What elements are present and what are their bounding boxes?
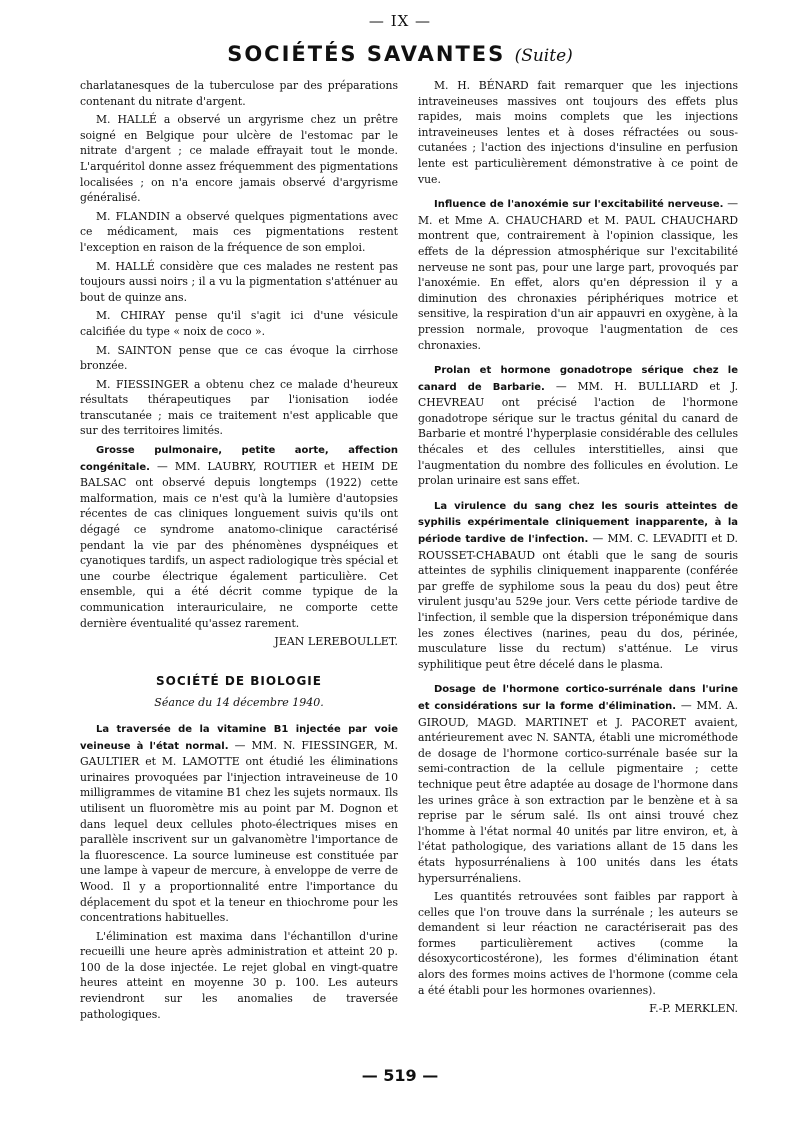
report-paragraph [418,196,738,353]
header-suite: (Suite) [514,46,573,66]
left-column [80,78,398,1025]
session-date: Séance du 14 décembre 1940. [154,696,324,710]
paragraph: M. SAINTON pense que ce cas évoque la cirrhose bronzée. [80,343,398,373]
report-paragraph [80,721,398,926]
report-paragraph [80,442,398,631]
header-title: SOCIÉTÉS SAVANTES [227,42,506,66]
report-paragraph [418,681,738,886]
signature: JEAN LEREBOULLET. [274,635,398,649]
report-title: Prolan et hormone gonadotrope sérique chez le canard de Barbarie. [418,365,738,393]
report-body: — M. et Mme A. CHAUCHARD et M. PAUL CHAUCHARD montrent que, contrairement à l'opinion classique, les effets de la dépression atmosphérique sur l'excitabilité nerveuse ne sont pas, pour une large part, provoqués par l'anoxémie. En effet, alors qu'en dépression il y a diminution des chronaxies périphériques motrice et sensitive, la respiration d'un air appauvri en oxygène, à la pression normale, provoque l'augmentation de ces chronaxies. [418,197,738,352]
report-body: — MM. H. BULLIARD et J. CHEVREAU ont précisé l'action de l'hormone gonadotrope sérique sur le tractus génital du canard de Barbarie et montré l'hyperplasie considérable des cellules thécales et des cellules interstitielles, ainsi que l'augmentation du nombre des follicules en évolution. Le prolan urinaire est sans effet. [418,379,739,488]
paragraph: M. HALLÉ a observé un argyrisme chez un prêtre soigné en Belgique pour ulcère de l'estomac par le nitrate d'argent ; ce malade effrayait tout le monde. L'arquéritol donne assez fréquemment des pigmentations localisées ; on n'a encore jamais observé d'argyrisme généralisé. [80,113,398,205]
paragraph: charlatanesques de la tuberculose par des préparations contenant du nitrate d'argent. [80,79,398,108]
report-body: — MM. C. LEVADITI et D. ROUSSET-CHABAUD ont établi que le sang de souris atteintes de syphilis cliniquement inapparente (conférée par greffe de syphilome sous la peau du dos) peut être virulent jusqu'au 529e jour. Vers cette période tardive de l'infection, il semble que la dispersion tréponémique dans les zones électives (narines, peau du dos, périnée, musculature lisse du rectum) s'atténue. Le virus syphilitique peut être décelé dans le plasma. [418,532,738,671]
report-paragraph [418,362,738,489]
paragraph: M. H. BÉNARD fait remarquer que les injections intraveineuses massives ont toujours des effets plus rapides, mais moins complets que les injections intraveineuses lentes et à doses réfractées ou sous-cutanées ; l'action des injections d'insuline en perfusion lente est particulièrement démonstrative à ce point de vue. [418,79,738,186]
report-title: La traversée de la vitamine B1 injectée par voie veineuse à l'état normal. [80,723,398,752]
page-number: — 519 — [361,1066,439,1085]
page-header [0,42,800,66]
right-column [418,78,738,1020]
roman-page-number: — IX — [368,12,432,30]
paragraph: M. CHIRAY pense qu'il s'agit ici d'une vésicule calcifiée du type « noix de coco ». [80,309,398,338]
report-paragraph [418,498,738,673]
report-body: — MM. A. GIROUD, MAGD. MARTINET et J. PACORET avaient, antérieurement avec N. SANTA, établi une microméthode de dosage de l'hormone cortico-surrénale basée sur la semi-contraction de la cellule pigmentaire ; cette technique peut être adaptée au dosage de l'hormone dans les urines grâce à son extraction par le benzène et à sa reprise par le sérum salé. Ils ont ainsi trouvé chez l'homme à l'état normal 40 unités par litre environ, et, à l'état pathologique, des variations allant de 15 dans les états hyposurrénaliens à 100 unités dans les états hypersurrénaliens. [418,698,738,885]
paragraph: L'élimination est maxima dans l'échantillon d'urine recueilli une heure après administration et atteint 20 p. 100 de la dose injectée. Le rejet global en vingt-quatre heures atteint en moyenne 30 p. 100. Les auteurs reviendront sur les anomalies de traversée pathologiques. [80,929,398,1021]
paragraph: M. FIESSINGER a obtenu chez ce malade d'heureux résultats thérapeutiques par l'ionisation iodée transcutanée ; mais ce traitement n'est applicable que sur des territoires limités. [80,377,398,438]
paragraph: Les quantités retrouvées sont faibles par rapport à celles que l'on trouve dans la surrénale ; les auteurs se demandent si leur réaction ne caractériserait pas des formes particulièrement actives (comme la désoxycorticostérone), les formes d'élimination étant alors des formes moins actives de l'hormone (comme cela a été établi pour les hormones ovariennes). [418,890,738,997]
report-title: Dosage de l'hormone cortico-surrénale dans l'urine et considérations sur la forme d'élimination. [418,684,738,712]
report-title: La virulence du sang chez les souris atteintes de syphilis expérimentale cliniquement inapparente, à la période tardive de l'infection. [418,500,738,546]
section-title: SOCIÉTÉ DE BIOLOGIE [156,673,322,688]
signature: F.-P. MERKLEN. [649,1002,738,1016]
paragraph: M. FLANDIN a observé quelques pigmentations avec ce médicament, mais ces pigmentations restent l'exception en raison de la fréquence de son emploi. [80,209,398,254]
report-body: — MM. N. FIESSINGER, M. GAULTIER et M. LAMOTTE ont étudié les éliminations urinaires provoquées par l'injection intraveineuse de 10 milligrammes de vitamine B1 chez les sujets normaux. Ils utilisent un fluoromètre mis au point par M. Dognon et dans lequel deux cellules photo-électriques mises en parallèle inscrivent sur un galvanomètre l'importance de la fluorescence. La source lumineuse est constituée par une lampe à vapeur de mercure, à enveloppe de verre de Wood. Il y a proportionnalité entre l'importance du déplacement du spot et la teneur en thiochrome pour les concentrations habituelles. [80,738,398,925]
report-body: — MM. LAUBRY, ROUTIER et HEIM DE BALSAC ont observé depuis longtemps (1922) cette malformation, mais ce n'est qu'à la lumière d'autopsies récentes de cas cliniques longuement suivis qu'ils ont dégagé ce syndrome anatomo-clinique caractérisé pendant la vie par des phénomènes dyspnéiques et cyanotiques tardifs, un aspect radiologique très spécial et une courbe électrique également particulière. Cet ensemble, qui a été décrit comme typique de la communication interauriculaire, ne comporte cette dernière éventualité qu'assez rarement. [80,459,398,630]
report-title: Grosse pulmonaire, petite aorte, affection congénitale. [80,445,398,473]
paragraph: M. HALLÉ considère que ces malades ne restent pas toujours aussi noirs ; il a vu la pigmentation s'atténuer au bout de quinze ans. [80,259,398,304]
report-title: Influence de l'anoxémie sur l'excitabilité nerveuse. [434,199,724,211]
